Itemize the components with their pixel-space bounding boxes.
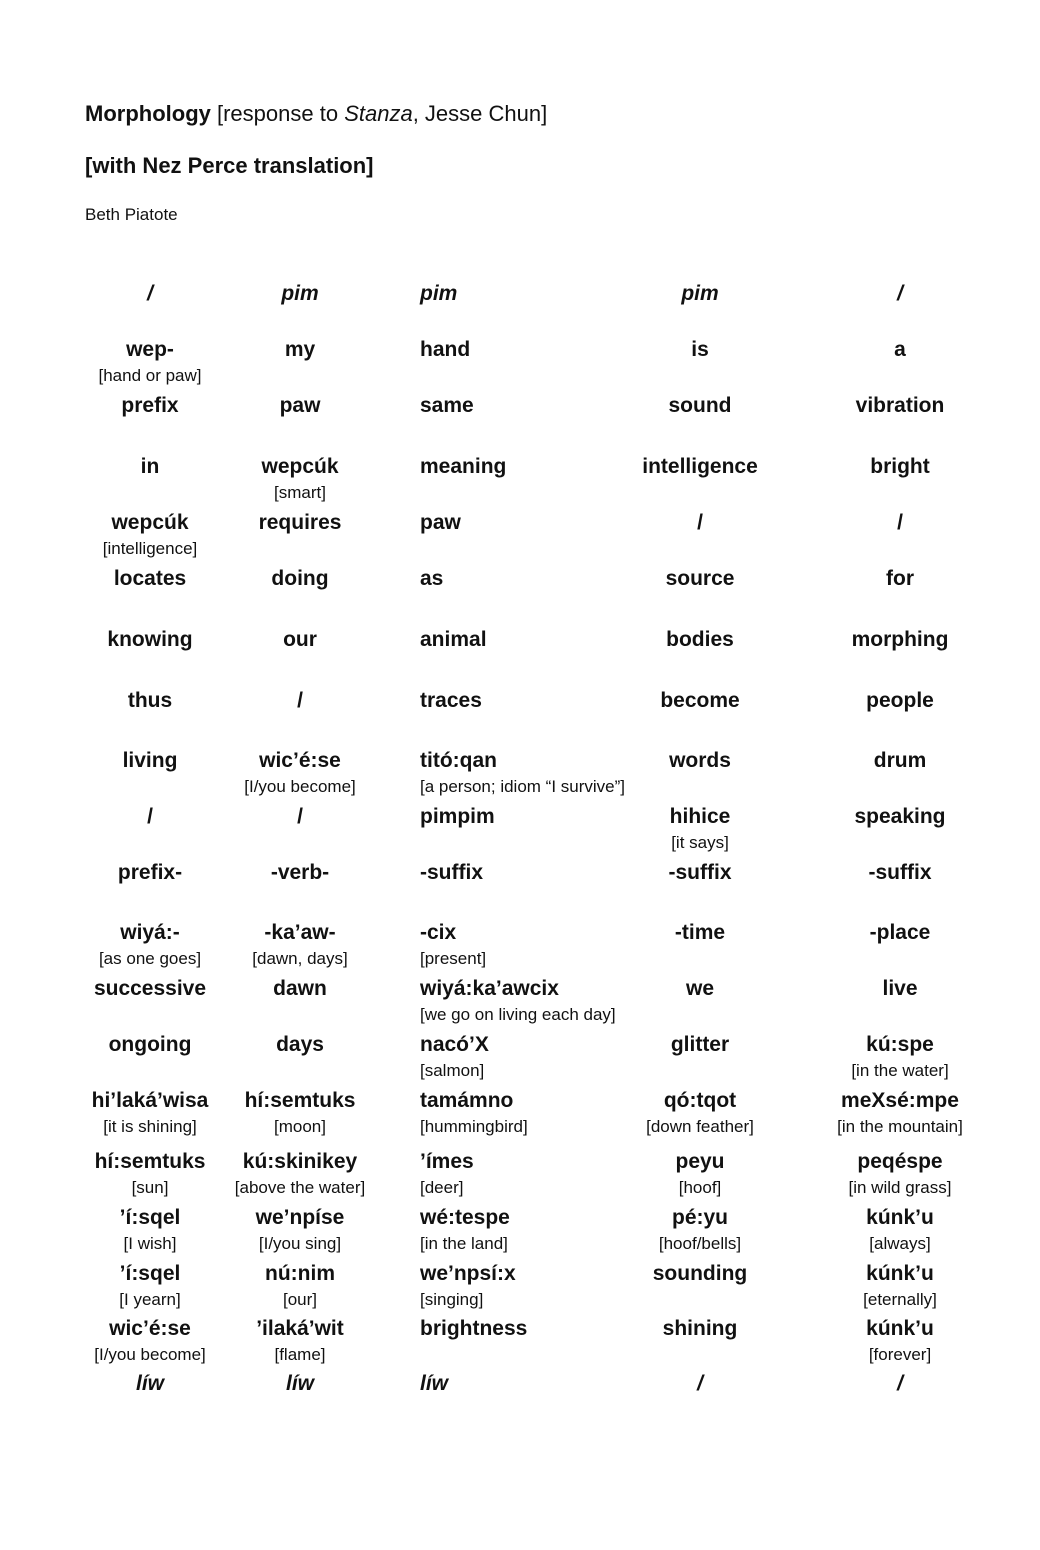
poem-word: /	[897, 511, 903, 534]
poem-word: hí:semtuks	[94, 1150, 206, 1173]
poem-word: pim	[281, 282, 319, 305]
poem-gloss: [above the water]	[234, 1178, 366, 1197]
poem-word: -suffix	[420, 861, 483, 884]
title-bold: Morphology	[85, 101, 211, 126]
poem-cell	[851, 1032, 948, 1082]
poem-word: líw	[135, 1372, 165, 1395]
poem-word: paw	[279, 394, 321, 417]
poem-cell	[866, 1205, 934, 1255]
poem-word: kú:spe	[866, 1033, 934, 1056]
poem-gloss: [intelligence]	[102, 539, 198, 558]
poem-cell	[874, 748, 927, 774]
poem-cell	[121, 393, 178, 419]
poem-gloss: [present]	[420, 949, 487, 968]
poem-gloss: [forever]	[868, 1345, 932, 1364]
poem-cell	[420, 627, 487, 653]
poem-word: hand	[420, 338, 471, 361]
poem-word: shining	[662, 1317, 738, 1340]
poem-word: in	[140, 455, 160, 478]
poem-gloss: [a person; idiom “I survive”]	[420, 777, 626, 796]
poem-word: prefix	[121, 394, 179, 417]
poem-cell	[276, 1032, 324, 1058]
poem-word: sound	[668, 394, 732, 417]
poem-word: a	[894, 338, 906, 361]
poem-word: brightness	[420, 1317, 528, 1340]
poem-cell	[109, 1032, 192, 1058]
poem-gloss: [it is shining]	[103, 1117, 197, 1136]
poem-word: we’npsí:x	[420, 1262, 516, 1285]
poem-word: pimpim	[420, 805, 495, 828]
title-close: , Jesse Chun]	[412, 101, 548, 126]
poem-cell	[259, 510, 342, 536]
poem-gloss: [I/you sing]	[258, 1234, 342, 1253]
poem-cell	[686, 976, 714, 1002]
poem-gloss: [moon]	[274, 1117, 326, 1136]
poem-cell	[271, 860, 329, 886]
poem-word: nacó’X	[420, 1033, 489, 1056]
poem-word: hi’laká’wisa	[91, 1089, 209, 1112]
poem-cell	[420, 1261, 516, 1311]
poem-cell	[281, 281, 318, 307]
poem-gloss: [I wish]	[123, 1234, 177, 1253]
poem-cell	[420, 1088, 528, 1138]
poem-cell	[261, 454, 338, 504]
poem-cell	[897, 510, 903, 536]
poem-cell	[849, 1149, 952, 1199]
poem-word: /	[297, 689, 303, 712]
poem-word: wic’é:se	[109, 1317, 191, 1340]
poem-gloss: [hummingbird]	[420, 1117, 528, 1136]
poem-cell	[866, 1316, 934, 1366]
poem-word: -cix	[420, 921, 457, 944]
poem-gloss: [in the mountain]	[837, 1117, 963, 1136]
poem-cell	[235, 1149, 365, 1199]
poem-word: pim	[681, 282, 719, 305]
poem-cell	[837, 1088, 963, 1138]
poem-cell	[870, 920, 931, 946]
poem-cell	[894, 337, 906, 363]
poem-gloss: [I/you become]	[244, 777, 356, 796]
poem-cell	[94, 976, 206, 1002]
poem-cell	[244, 748, 356, 798]
poem-word: wepcúk	[111, 511, 189, 534]
poem-cell	[854, 804, 945, 830]
poem-word: /	[897, 1372, 903, 1395]
poem-word: bright	[870, 455, 930, 478]
poem-cell	[98, 337, 201, 387]
poem-word: -suffix	[668, 861, 732, 884]
poem-gloss: [hoof]	[678, 1178, 722, 1197]
poem-word: doing	[271, 567, 329, 590]
poem-cell	[141, 454, 160, 480]
poem-word: knowing	[107, 628, 193, 651]
poem-cell	[420, 281, 457, 307]
poem-cell	[280, 393, 321, 419]
poem-cell	[675, 1149, 724, 1199]
poem-cell	[283, 627, 317, 653]
poem-word: -ka’aw-	[264, 921, 336, 944]
poem-word: peyu	[675, 1150, 725, 1173]
poem-cell	[420, 1316, 527, 1342]
poem-cell	[128, 688, 172, 714]
poem-cell	[256, 1316, 344, 1366]
poem-cell	[697, 1371, 703, 1397]
poem-word: -place	[869, 921, 931, 944]
poem-cell	[420, 1149, 474, 1199]
poem-cell	[420, 860, 483, 886]
poem-word: qó:tqot	[663, 1089, 737, 1112]
poem-word: prefix-	[117, 861, 183, 884]
poem-word: days	[276, 1033, 324, 1056]
poem-gloss: [flame]	[274, 1345, 326, 1364]
poem-word: living	[122, 749, 178, 772]
poem-cell	[420, 748, 625, 798]
poem-cell	[271, 566, 328, 592]
title-italic: Stanza	[344, 101, 413, 126]
poem-cell	[297, 688, 303, 714]
poem-word: my	[284, 338, 316, 361]
poem-word: /	[897, 282, 903, 305]
poem-cell	[420, 688, 482, 714]
poem-cell	[897, 281, 903, 307]
poem-cell	[660, 688, 739, 714]
poem-cell	[273, 976, 327, 1002]
poem-cell	[114, 566, 186, 592]
poem-word: glitter	[670, 1033, 730, 1056]
poem-gloss: [eternally]	[863, 1290, 937, 1309]
poem-word: meXsé:mpe	[841, 1089, 959, 1112]
poem-cell	[420, 976, 616, 1026]
poem-word: wiyá:-	[120, 921, 180, 944]
poem-word: bodies	[666, 628, 734, 651]
poem-cell	[863, 1261, 937, 1311]
poem-cell	[107, 627, 192, 653]
poem-gloss: [I/you become]	[94, 1345, 206, 1364]
poem-gloss: [hand or paw]	[98, 366, 202, 385]
poem-word: words	[669, 749, 731, 772]
poem-cell	[666, 627, 734, 653]
poem-cell	[252, 920, 347, 970]
poem-cell	[886, 566, 914, 592]
poem-gloss: [I yearn]	[119, 1290, 181, 1309]
poem-word: líw	[285, 1372, 315, 1395]
poem-word: wé:tespe	[420, 1206, 510, 1229]
poem-cell	[420, 1371, 448, 1397]
poem-word: líw	[420, 1372, 449, 1395]
poem-cell	[99, 920, 201, 970]
poem-cell	[897, 1371, 903, 1397]
poem-word: intelligence	[642, 455, 758, 478]
poem-word: for	[886, 567, 914, 590]
poem-word: dawn	[273, 977, 327, 1000]
poem-cell	[420, 337, 470, 363]
poem-subtitle: [with Nez Perce translation]	[85, 153, 374, 178]
poem-cell	[669, 393, 732, 419]
poem-cell	[669, 748, 731, 774]
poem-word: wepcúk	[261, 455, 339, 478]
poem-cell	[663, 1316, 738, 1342]
poem-word: become	[660, 689, 740, 712]
poem-word: sounding	[652, 1262, 748, 1285]
poem-word: /	[147, 282, 153, 305]
poem-cell	[118, 860, 182, 886]
poem-cell	[297, 804, 303, 830]
poem-word: locates	[113, 567, 187, 590]
poem-cell	[681, 281, 718, 307]
poem-cell	[136, 1371, 164, 1397]
poem-word: peqéspe	[857, 1150, 943, 1173]
poem-word: animal	[420, 628, 487, 651]
poem-word: hí:semtuks	[244, 1089, 356, 1112]
poem-cell	[653, 1261, 747, 1287]
poem-gloss: [our]	[282, 1290, 318, 1309]
poem-cell	[671, 1032, 729, 1058]
poem-word: -suffix	[868, 861, 932, 884]
poem-word: we’npíse	[255, 1206, 345, 1229]
poem-word: is	[691, 338, 709, 361]
poem-gloss: [in wild grass]	[848, 1178, 952, 1197]
poem-word: ongoing	[108, 1033, 192, 1056]
poem-word: vibration	[855, 394, 945, 417]
poem-word: ’í:sqel	[119, 1206, 181, 1229]
poem-word: /	[297, 805, 303, 828]
poem-cell	[245, 1088, 356, 1138]
poem-gloss: [hoof/bells]	[658, 1234, 742, 1253]
poem-cell	[94, 1316, 206, 1366]
poem-word: /	[697, 511, 703, 534]
poem-cell	[420, 1205, 510, 1255]
poem-cell	[697, 510, 703, 536]
poem-word: /	[697, 1372, 703, 1395]
poem-cell	[866, 688, 934, 714]
poem-word: tamámno	[420, 1089, 514, 1112]
poem-gloss: [singing]	[420, 1290, 484, 1309]
poem-word: kúnk’u	[866, 1317, 934, 1340]
poem-cell	[285, 337, 315, 363]
poem-cell	[691, 337, 709, 363]
poem-cell	[869, 860, 932, 886]
poem-word: wep-	[126, 338, 174, 361]
poem-word: drum	[873, 749, 927, 772]
poem-cell	[265, 1261, 335, 1311]
poem-author: Beth Piatote	[85, 205, 178, 224]
title-open: [response to	[210, 101, 345, 126]
poem-cell	[675, 920, 725, 946]
poem-cell	[95, 1149, 206, 1199]
poem-word: requires	[258, 511, 342, 534]
poem-word: source	[665, 567, 735, 590]
poem-cell	[92, 1088, 209, 1138]
poem-gloss: [down feather]	[646, 1117, 754, 1136]
poem-word: same	[420, 394, 474, 417]
poem-word: live	[882, 977, 918, 1000]
poem-word: kú:skinikey	[242, 1150, 358, 1173]
poem-gloss: [dawn, days]	[252, 949, 348, 968]
poem-cell	[286, 1371, 314, 1397]
poem-gloss: [smart]	[274, 483, 326, 502]
poem-word: wic’é:se	[259, 749, 341, 772]
poem-word: our	[283, 628, 317, 651]
poem-word: thus	[127, 689, 173, 712]
poem-gloss: [salmon]	[420, 1061, 485, 1080]
poem-word: paw	[420, 511, 461, 534]
poem-cell	[669, 860, 732, 886]
poem-cell	[646, 1088, 754, 1138]
poem-word: traces	[420, 689, 482, 712]
poem-word: hihice	[669, 805, 731, 828]
poem-word: ’ímes	[420, 1150, 474, 1173]
poem-word: nú:nim	[265, 1262, 335, 1285]
poem-cell	[420, 393, 474, 419]
poem-word: meaning	[420, 455, 507, 478]
poem-word: ’í:sqel	[119, 1262, 181, 1285]
poem-word: we	[685, 977, 715, 1000]
poem-cell	[420, 920, 486, 970]
poem-gloss: [we go on living each day]	[420, 1005, 616, 1024]
poem-cell	[147, 281, 153, 307]
poem-word: speaking	[854, 805, 946, 828]
poem-word: people	[866, 689, 934, 712]
poem-word: kúnk’u	[866, 1262, 934, 1285]
poem-cell	[870, 454, 929, 480]
poem-cell	[119, 1261, 180, 1311]
poem-gloss: [deer]	[420, 1178, 464, 1197]
poem-word: as	[420, 567, 444, 590]
poem-cell	[666, 566, 735, 592]
poem-cell	[103, 510, 198, 560]
poem-gloss: [always]	[869, 1234, 931, 1253]
poem-gloss: [in the water]	[851, 1061, 949, 1080]
poem-cell	[670, 804, 731, 854]
poem-word: wiyá:ka’awcix	[420, 977, 559, 1000]
poem-word: kúnk’u	[866, 1206, 934, 1229]
poem-cell	[882, 976, 917, 1002]
poem-word: ’ilaká’wit	[256, 1317, 344, 1340]
poem-gloss: [in the land]	[420, 1234, 508, 1253]
poem-word: titó:qan	[420, 749, 497, 772]
poem-cell	[420, 804, 495, 830]
poem-cell	[659, 1205, 741, 1255]
poem-cell	[642, 454, 758, 480]
poem-word: successive	[93, 977, 207, 1000]
poem-cell	[852, 627, 949, 653]
poem-gloss: [sun]	[131, 1178, 169, 1197]
poem-cell	[420, 454, 506, 480]
poem-cell	[120, 1205, 181, 1255]
poem-word: -time	[674, 921, 726, 944]
poem-word: pim	[420, 282, 458, 305]
poem-cell	[123, 748, 178, 774]
poem-cell	[420, 510, 461, 536]
poem-word: morphing	[851, 628, 949, 651]
poem-gloss: [as one goes]	[98, 949, 202, 968]
poem-cell	[420, 566, 443, 592]
poem-word: -verb-	[270, 861, 330, 884]
poem-word: pé:yu	[671, 1206, 729, 1229]
poem-word: /	[147, 805, 153, 828]
poem-cell	[256, 1205, 345, 1255]
poem-cell	[147, 804, 153, 830]
poem-cell	[856, 393, 945, 419]
poem-cell	[420, 1032, 489, 1082]
poem-gloss: [it says]	[671, 833, 729, 852]
